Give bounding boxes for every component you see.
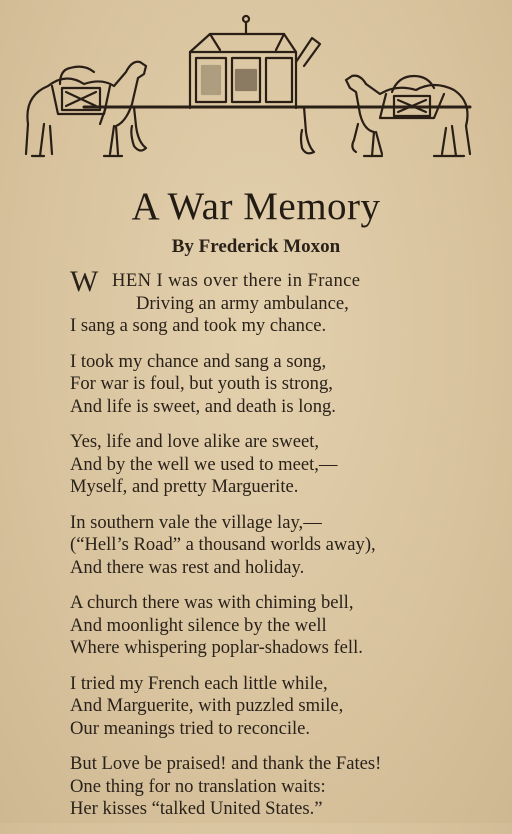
poem-line — [70, 270, 510, 293]
drop-cap: W — [70, 265, 99, 298]
poem-line: For war is foul, but youth is strong, — [70, 373, 333, 394]
poem-line: Driving an army ambulance, — [136, 292, 349, 314]
poem-line: (“Hell’s Road” a thousand worlds away), — [70, 534, 376, 555]
poem-line: Her kisses “talked United States.” — [70, 798, 323, 819]
stanza-1 — [70, 265, 510, 338]
poem-line: I tried my French each little while, — [70, 672, 328, 694]
stanza-6 — [70, 673, 510, 741]
poem-line: I sang a song and took my chance. — [70, 315, 327, 336]
poem-line: Myself, and pretty Marguerite. — [70, 476, 299, 497]
poem-line: In southern vale the village lay,— — [70, 511, 322, 533]
poem-line: And life is sweet, and death is long. — [70, 395, 336, 417]
stanza-4 — [70, 512, 510, 580]
poem-title: A War Memory — [131, 185, 381, 228]
stanza-7 — [70, 753, 510, 821]
stanza-2 — [70, 351, 510, 419]
first-line-text: HEN I was over there in France — [112, 270, 361, 291]
poem-line: And by the well we used to meet,— — [70, 453, 338, 475]
poem-line: But Love be praised! and thank the Fates! — [70, 753, 382, 774]
poem-line: And Marguerite, with puzzled smile, — [70, 695, 344, 716]
camel-litter-illustration — [14, 14, 484, 174]
poem-line: Where whispering poplar-shadows fell. — [70, 637, 363, 658]
poem-line: Our meanings tried to reconcile. — [70, 717, 311, 739]
stanza-3 — [70, 431, 510, 499]
poem-body — [70, 265, 510, 834]
poem-line: And there was rest and holiday. — [70, 556, 305, 578]
stanza-5 — [70, 592, 510, 660]
poem-line: And moonlight silence by the well — [70, 614, 327, 636]
poem-byline: By Frederick Moxon — [171, 236, 341, 257]
poem-line: I took my chance and sang a song, — [70, 350, 327, 372]
poem-line: Yes, life and love alike are sweet, — [70, 431, 320, 452]
poem-line: One thing for no translation waits: — [70, 775, 326, 797]
poem-line: A church there was with chiming bell, — [70, 592, 354, 613]
